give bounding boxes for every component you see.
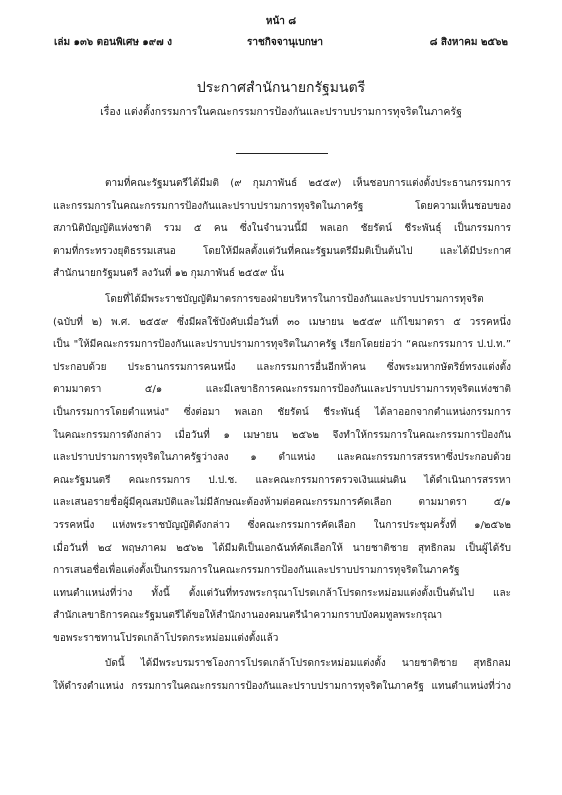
body-line: ให้ดำรงตำแหน่ง กรรมการในคณะกรรมการป้องกันและปราบปรามการทุจริตในภาครัฐ แทนตำแหน่งที่ว่าง <box>53 681 511 693</box>
publication-date: ๘ สิงหาคม ๒๕๖๒ <box>429 37 508 48</box>
announcement-title: ประกาศสำนักนายกรัฐมนตรี <box>196 80 366 96</box>
body-line: ตามที่คณะรัฐมนตรีได้มีมติ (๙ กุมภาพันธ์ ๒๕๕๙) เห็นชอบการแต่งตั้งประธานกรรมการ <box>105 178 511 189</box>
body-line: บัดนี้ ได้มีพระบรมราชโองการโปรดเกล้าโปรดกระหม่อมแต่งตั้ง นายชาติชาย สุทธิกลม <box>105 658 511 670</box>
body-line: แทนตำแหน่งที่ว่าง ทั้งนี้ ตั้งแต่วันที่ทรงพระกรุณาโปรดเกล้าโปรดกระหม่อมแต่งตั้งเป็นต้นไป และ <box>53 587 511 599</box>
body-line: เป็น "ให้มีคณะกรรมการป้องกันและปราบปรามการทุจริตในภาครัฐ เรียกโดยย่อว่า “คณะกรรมการ ป.ป.ท.” <box>53 339 511 351</box>
body-line: เมื่อวันที่ ๒๔ พฤษภาคม ๒๕๖๒ ได้มีมติเป็นเอกฉันท์คัดเลือกให้ นายชาติชาย สุทธิกลม เป็นผู้ได้รับ <box>53 542 511 554</box>
body-line: ตามที่กระทรวงยุติธรรมเสนอ โดยให้มีผลตั้งแต่วันที่คณะรัฐมนตรีมีมติเป็นต้นไป และได้มีประกาศ <box>53 245 511 257</box>
paragraph-3 <box>53 653 511 698</box>
body-line: สภานิติบัญญัติแห่งชาติ รวม ๕ คน ซึ่งในจำนวนนี้มี พลเอก ชัยรัตน์ ชีระพันธุ์ เป็นกรรมการ <box>53 223 511 235</box>
gazette-header <box>54 35 508 49</box>
body-line: สำนักเลขาธิการคณะรัฐมนตรีได้ขอให้สำนักงานองคมนตรีนำความกราบบังคมทูลพระกรุณา <box>53 610 443 622</box>
body-line: ในคณะกรรมการดังกล่าว เมื่อวันที่ ๑ เมษายน ๒๕๖๒ จึงทำให้กรรมการในคณะกรรมการป้องกัน <box>53 429 511 441</box>
body-line: สำนักนายกรัฐมนตรี ลงวันที่ ๑๒ กุมภาพันธ์ ๒๕๕๙ นั้น <box>53 268 285 280</box>
paragraph-1 <box>53 173 511 286</box>
paragraph-2 <box>53 289 511 651</box>
volume-issue: เล่ม ๑๓๖ ตอนพิเศษ ๑๙๗ ง <box>54 37 172 48</box>
body-line: ประกอบด้วย ประธานกรรมการคนหนึ่ง และกรรมการอื่นอีกห้าคน ซึ่งพระมหากษัตริย์ทรงแต่งตั้ง <box>53 361 511 373</box>
body-line: การเสนอชื่อเพื่อแต่งตั้งเป็นกรรมการในคณะกรรมการป้องกันและปราบปรามการทุจริตในภาครัฐ <box>53 565 460 577</box>
body-line: คณะรัฐมนตรี คณะกรรมการ ป.ป.ช. และคณะกรรมการตรวจเงินแผ่นดิน ได้ดำเนินการสรรหา <box>53 474 511 486</box>
body-line: (ฉบับที่ ๒) พ.ศ. ๒๕๕๙ ซึ่งมีผลใช้บังคับเมื่อวันที่ ๓๐ เมษายน ๒๕๕๙ แก้ไขมาตรา ๕ วรรคหนึ่ง <box>53 316 511 328</box>
title-divider <box>236 153 328 154</box>
body-line: และกรรมการในคณะกรรมการป้องกันและปราบปรามการทุจริตในภาครัฐ โดยความเห็นชอบของ <box>53 200 511 212</box>
body-line: วรรคหนึ่ง แห่งพระราชบัญญัติดังกล่าว ซึ่งคณะกรรมการคัดเลือก ในการประชุมครั้งที่ ๑/๒๕๖๒ <box>53 519 511 531</box>
page-number: หน้า ๘ <box>265 16 297 27</box>
body-line: เป็นกรรมการโดยตำแหน่ง" ซึ่งต่อมา พลเอก ชัยรัตน์ ชีระพันธุ์ ได้ลาออกจากตำแหน่งกรรมการ <box>53 406 511 418</box>
announcement-subject: เรื่อง แต่งตั้งกรรมการในคณะกรรมการป้องกันและปราบปรามการทุจริตในภาครัฐ <box>100 106 462 118</box>
body-line: ตามมาตรา ๕/๑ และมีเลขาธิการคณะกรรมการป้องกันและปราบปรามการทุจริตแห่งชาติ <box>53 384 511 396</box>
body-line: และปราบปรามการทุจริตในภาครัฐว่างลง ๑ ตำแหน่ง และคณะกรรมการสรรหาซึ่งประกอบด้วย <box>53 452 511 464</box>
gazette-name: ราชกิจจานุเบกษา <box>247 37 324 48</box>
body-line: โดยที่ได้มีพระราชบัญญัติมาตรการของฝ่ายบริหารในการป้องกันและปราบปรามการทุจริต <box>105 293 484 305</box>
announcement-body <box>53 173 511 699</box>
body-line: ขอพระราชทานโปรดเกล้าโปรดกระหม่อมแต่งตั้งแล้ว <box>53 632 279 644</box>
body-line: และเสนอรายชื่อผู้มีคุณสมบัติและไม่มีลักษณะต้องห้ามต่อคณะกรรมการคัดเลือก ตามมาตรา ๕/๑ <box>53 497 511 509</box>
